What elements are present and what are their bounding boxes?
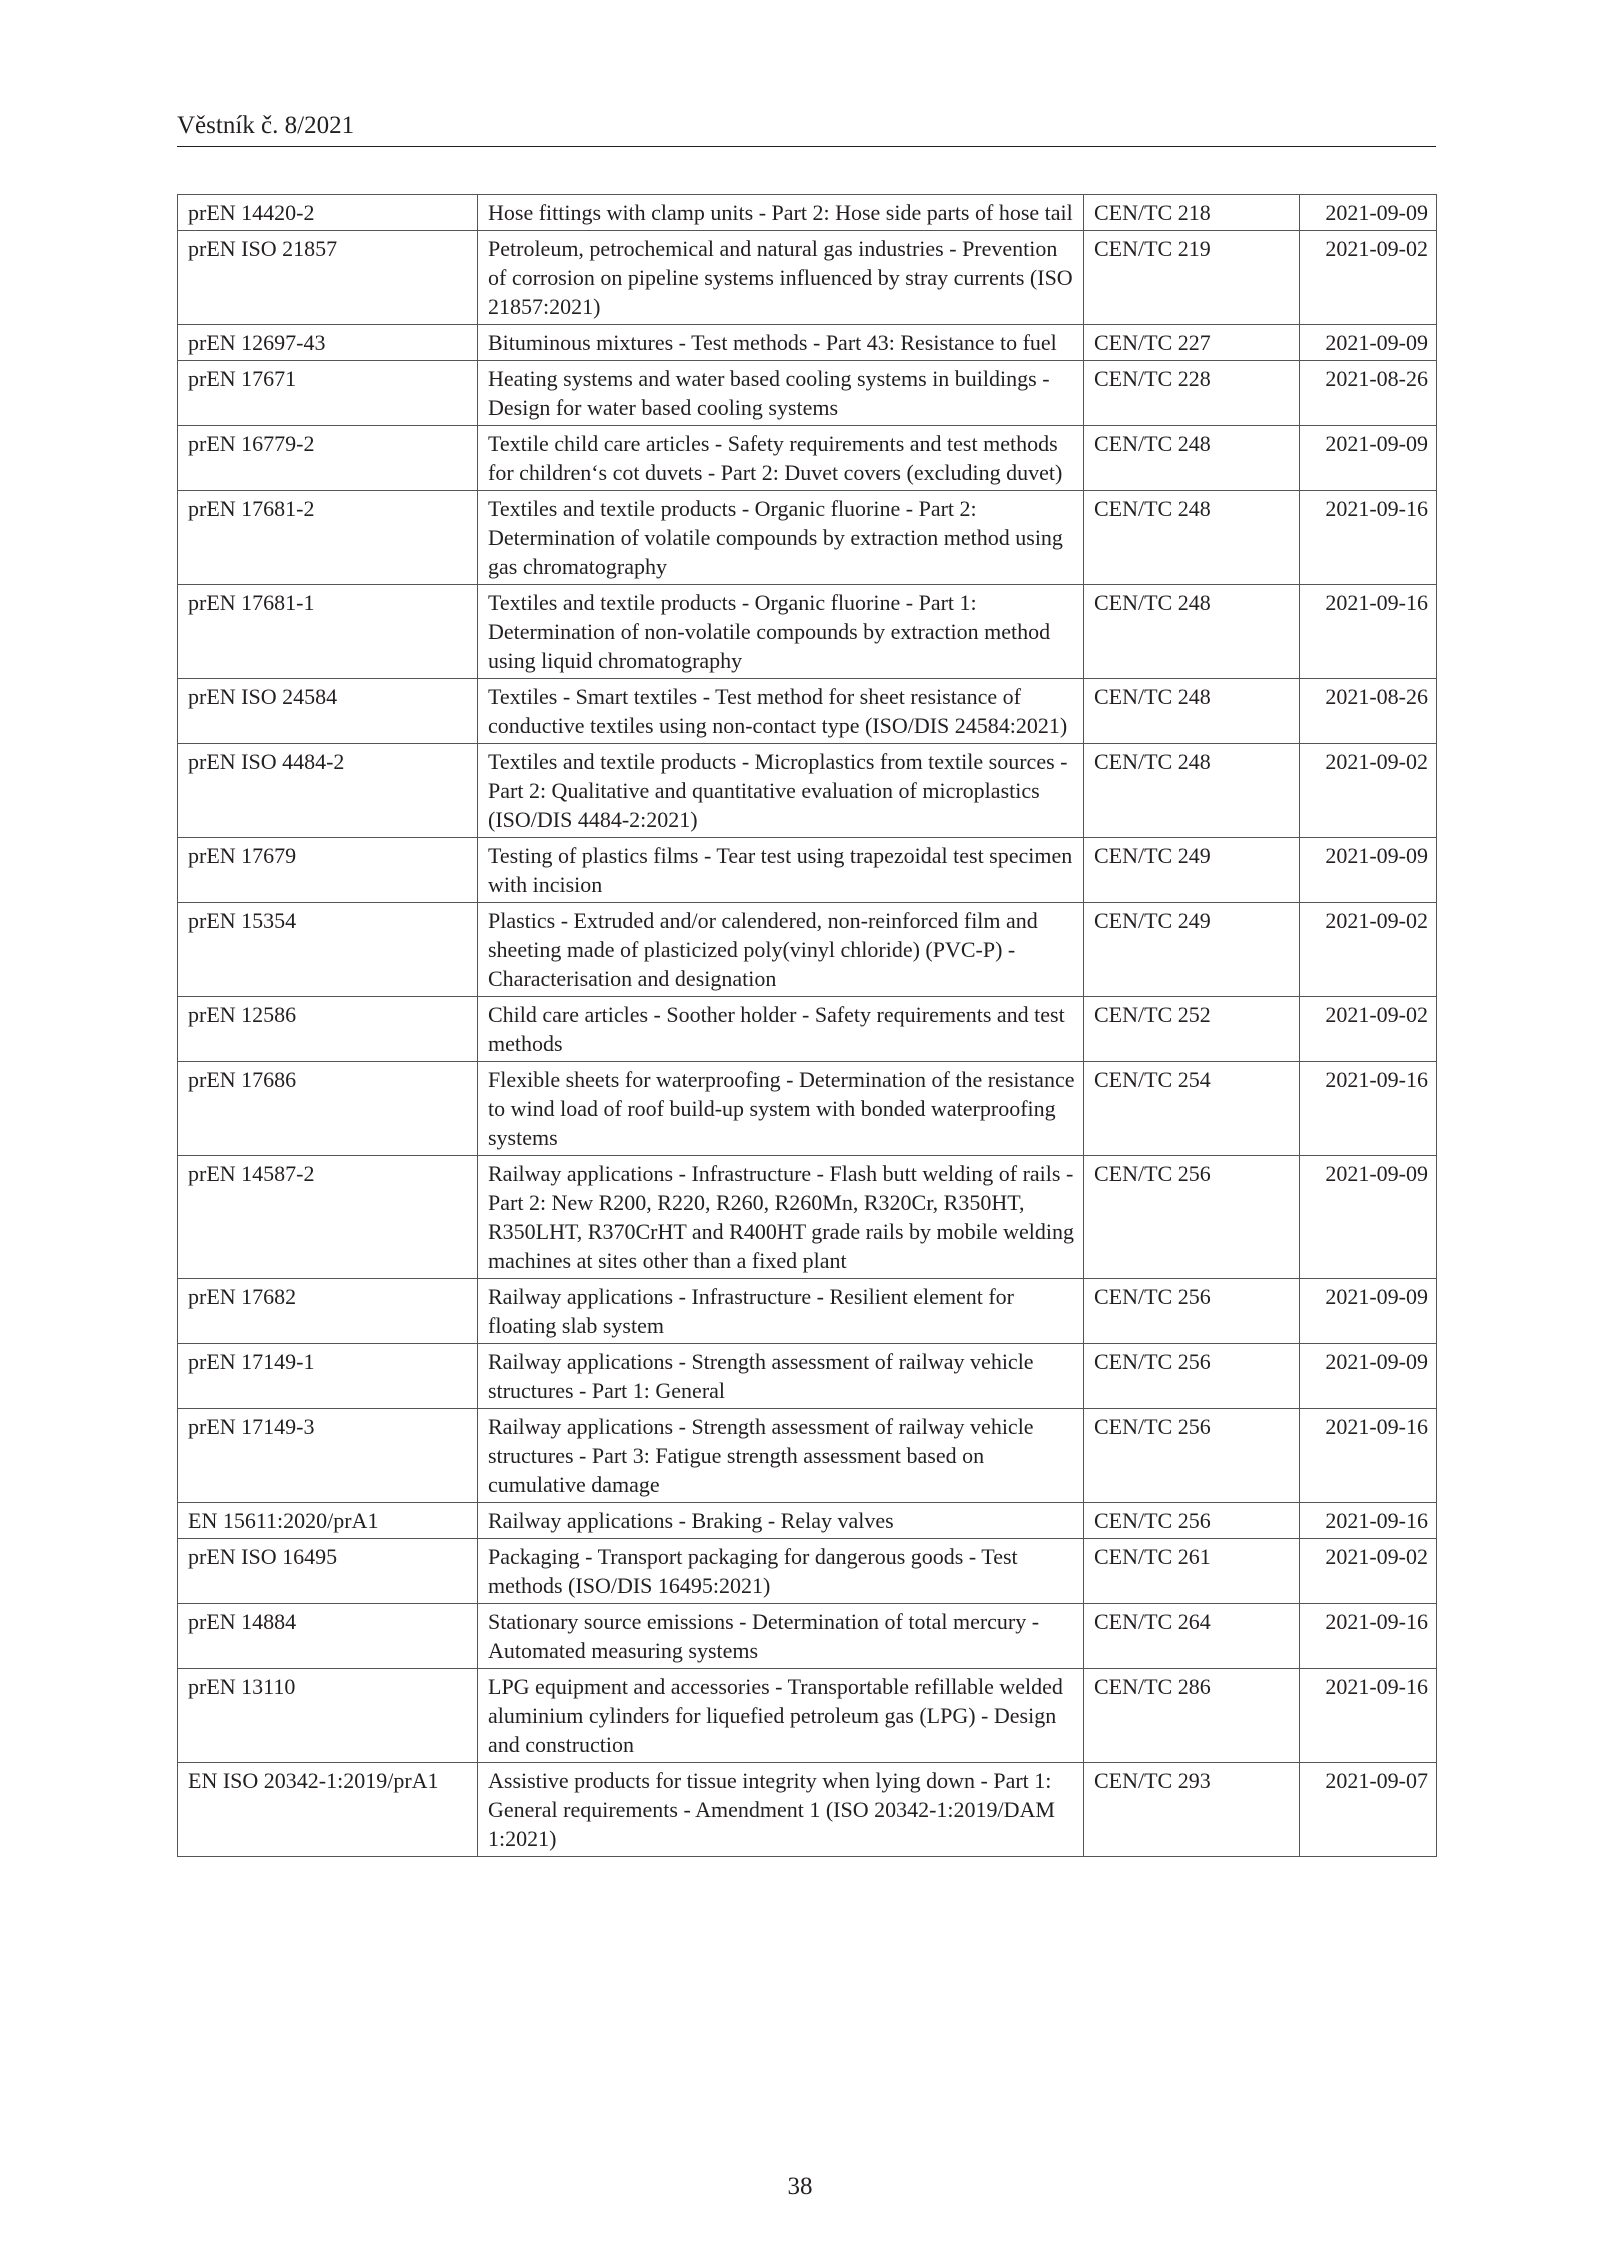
committee-cell: CEN/TC 252 bbox=[1084, 997, 1300, 1062]
standard-title-cell: Railway applications - Strength assessment of railway vehicle structures - Part 3: Fatigue strength assessment based on cumulative damage bbox=[478, 1409, 1084, 1503]
standard-code-cell: prEN ISO 21857 bbox=[178, 231, 478, 325]
standard-code-cell: prEN 14884 bbox=[178, 1604, 478, 1669]
header-rule bbox=[177, 146, 1436, 147]
date-cell: 2021-09-16 bbox=[1300, 1409, 1437, 1503]
standard-title-cell: LPG equipment and accessories - Transportable refillable welded aluminium cylinders for liquefied petroleum gas (LPG) - Design and construction bbox=[478, 1669, 1084, 1763]
date-cell: 2021-09-09 bbox=[1300, 1279, 1437, 1344]
date-cell: 2021-09-02 bbox=[1300, 744, 1437, 838]
table-row bbox=[178, 838, 1437, 903]
committee-cell: CEN/TC 218 bbox=[1084, 195, 1300, 231]
table-row bbox=[178, 1669, 1437, 1763]
standard-title-cell: Packaging - Transport packaging for dangerous goods - Test methods (ISO/DIS 16495:2021) bbox=[478, 1539, 1084, 1604]
date-cell: 2021-09-16 bbox=[1300, 1669, 1437, 1763]
standard-title-cell: Testing of plastics films - Tear test using trapezoidal test specimen with incision bbox=[478, 838, 1084, 903]
date-cell: 2021-09-16 bbox=[1300, 585, 1437, 679]
table-row bbox=[178, 491, 1437, 585]
date-cell: 2021-09-09 bbox=[1300, 838, 1437, 903]
standard-code-cell: prEN 14587-2 bbox=[178, 1156, 478, 1279]
table-row bbox=[178, 231, 1437, 325]
date-cell: 2021-09-16 bbox=[1300, 491, 1437, 585]
standard-title-cell: Textiles - Smart textiles - Test method for sheet resistance of conductive textiles using non-contact type (ISO/DIS 24584:2021) bbox=[478, 679, 1084, 744]
table-row bbox=[178, 1062, 1437, 1156]
committee-cell: CEN/TC 256 bbox=[1084, 1503, 1300, 1539]
standard-code-cell: prEN ISO 16495 bbox=[178, 1539, 478, 1604]
committee-cell: CEN/TC 256 bbox=[1084, 1279, 1300, 1344]
standard-code-cell: prEN 12586 bbox=[178, 997, 478, 1062]
committee-cell: CEN/TC 219 bbox=[1084, 231, 1300, 325]
date-cell: 2021-09-09 bbox=[1300, 426, 1437, 491]
standard-title-cell: Railway applications - Braking - Relay valves bbox=[478, 1503, 1084, 1539]
date-cell: 2021-09-02 bbox=[1300, 231, 1437, 325]
committee-cell: CEN/TC 256 bbox=[1084, 1344, 1300, 1409]
committee-cell: CEN/TC 248 bbox=[1084, 491, 1300, 585]
standard-code-cell: prEN 14420-2 bbox=[178, 195, 478, 231]
standard-code-cell: prEN 12697-43 bbox=[178, 325, 478, 361]
committee-cell: CEN/TC 248 bbox=[1084, 679, 1300, 744]
table-row bbox=[178, 1409, 1437, 1503]
standard-title-cell: Stationary source emissions - Determination of total mercury - Automated measuring systems bbox=[478, 1604, 1084, 1669]
committee-cell: CEN/TC 293 bbox=[1084, 1763, 1300, 1857]
standard-code-cell: prEN 16779-2 bbox=[178, 426, 478, 491]
standard-title-cell: Hose fittings with clamp units - Part 2: Hose side parts of hose tail bbox=[478, 195, 1084, 231]
table-row bbox=[178, 1156, 1437, 1279]
table-row bbox=[178, 1604, 1437, 1669]
committee-cell: CEN/TC 286 bbox=[1084, 1669, 1300, 1763]
standard-title-cell: Flexible sheets for waterproofing - Determination of the resistance to wind load of roof build-up system with bonded waterproofing systems bbox=[478, 1062, 1084, 1156]
date-cell: 2021-09-16 bbox=[1300, 1503, 1437, 1539]
committee-cell: CEN/TC 256 bbox=[1084, 1409, 1300, 1503]
committee-cell: CEN/TC 248 bbox=[1084, 585, 1300, 679]
date-cell: 2021-08-26 bbox=[1300, 361, 1437, 426]
date-cell: 2021-09-16 bbox=[1300, 1604, 1437, 1669]
committee-cell: CEN/TC 256 bbox=[1084, 1156, 1300, 1279]
date-cell: 2021-09-07 bbox=[1300, 1763, 1437, 1857]
standard-title-cell: Textiles and textile products - Microplastics from textile sources - Part 2: Qualitative and quantitative evaluation of microplastics (ISO/DIS 4484-2:2021) bbox=[478, 744, 1084, 838]
table-row bbox=[178, 679, 1437, 744]
date-cell: 2021-08-26 bbox=[1300, 679, 1437, 744]
standard-code-cell: prEN 17681-1 bbox=[178, 585, 478, 679]
committee-cell: CEN/TC 248 bbox=[1084, 426, 1300, 491]
table-row bbox=[178, 1344, 1437, 1409]
standard-code-cell: prEN 17149-3 bbox=[178, 1409, 478, 1503]
standard-code-cell: prEN ISO 4484-2 bbox=[178, 744, 478, 838]
standard-title-cell: Assistive products for tissue integrity when lying down - Part 1: General requirements - Amendment 1 (ISO 20342-1:2019/DAM 1:2021) bbox=[478, 1763, 1084, 1857]
standard-title-cell: Textile child care articles - Safety requirements and test methods for children‘s cot duvets - Part 2: Duvet covers (excluding duvet) bbox=[478, 426, 1084, 491]
standard-title-cell: Petroleum, petrochemical and natural gas industries - Prevention of corrosion on pipeline systems influenced by stray currents (ISO 21857:2021) bbox=[478, 231, 1084, 325]
standard-code-cell: prEN 15354 bbox=[178, 903, 478, 997]
table-row bbox=[178, 1539, 1437, 1604]
page-number: 38 bbox=[787, 2173, 813, 2200]
standard-title-cell: Bituminous mixtures - Test methods - Part 43: Resistance to fuel bbox=[478, 325, 1084, 361]
standard-title-cell: Railway applications - Infrastructure - Resilient element for floating slab system bbox=[478, 1279, 1084, 1344]
date-cell: 2021-09-09 bbox=[1300, 325, 1437, 361]
table-row bbox=[178, 1279, 1437, 1344]
committee-cell: CEN/TC 264 bbox=[1084, 1604, 1300, 1669]
committee-cell: CEN/TC 227 bbox=[1084, 325, 1300, 361]
standard-title-cell: Textiles and textile products - Organic fluorine - Part 2: Determination of volatile compounds by extraction method using gas chromatography bbox=[478, 491, 1084, 585]
committee-cell: CEN/TC 249 bbox=[1084, 903, 1300, 997]
table-row bbox=[178, 426, 1437, 491]
standard-code-cell: EN ISO 20342-1:2019/prA1 bbox=[178, 1763, 478, 1857]
date-cell: 2021-09-02 bbox=[1300, 903, 1437, 997]
standard-title-cell: Railway applications - Infrastructure - Flash butt welding of rails - Part 2: New R200, R220, R260, R260Mn, R320Cr, R350HT, R350LHT, R370CrHT and R400HT grade rails by mobile welding machines at sites other than a fixed plant bbox=[478, 1156, 1084, 1279]
standard-title-cell: Plastics - Extruded and/or calendered, non-reinforced film and sheeting made of plasticized poly(vinyl chloride) (PVC-P) - Characterisation and designation bbox=[478, 903, 1084, 997]
standard-title-cell: Railway applications - Strength assessment of railway vehicle structures - Part 1: General bbox=[478, 1344, 1084, 1409]
table-row bbox=[178, 325, 1437, 361]
table-row bbox=[178, 195, 1437, 231]
date-cell: 2021-09-16 bbox=[1300, 1062, 1437, 1156]
standard-code-cell: prEN 17671 bbox=[178, 361, 478, 426]
standard-title-cell: Textiles and textile products - Organic fluorine - Part 1: Determination of non-volatile compounds by extraction method using liquid chromatography bbox=[478, 585, 1084, 679]
committee-cell: CEN/TC 248 bbox=[1084, 744, 1300, 838]
standard-code-cell: EN 15611:2020/prA1 bbox=[178, 1503, 478, 1539]
committee-cell: CEN/TC 254 bbox=[1084, 1062, 1300, 1156]
standard-title-cell: Heating systems and water based cooling systems in buildings - Design for water based cooling systems bbox=[478, 361, 1084, 426]
table-row bbox=[178, 1503, 1437, 1539]
table-row bbox=[178, 1763, 1437, 1857]
table-row bbox=[178, 903, 1437, 997]
date-cell: 2021-09-02 bbox=[1300, 1539, 1437, 1604]
date-cell: 2021-09-02 bbox=[1300, 997, 1437, 1062]
standard-code-cell: prEN 13110 bbox=[178, 1669, 478, 1763]
date-cell: 2021-09-09 bbox=[1300, 195, 1437, 231]
committee-cell: CEN/TC 261 bbox=[1084, 1539, 1300, 1604]
committee-cell: CEN/TC 249 bbox=[1084, 838, 1300, 903]
standard-title-cell: Child care articles - Soother holder - Safety requirements and test methods bbox=[478, 997, 1084, 1062]
date-cell: 2021-09-09 bbox=[1300, 1156, 1437, 1279]
standard-code-cell: prEN 17149-1 bbox=[178, 1344, 478, 1409]
committee-cell: CEN/TC 228 bbox=[1084, 361, 1300, 426]
table-row bbox=[178, 361, 1437, 426]
standard-code-cell: prEN 17681-2 bbox=[178, 491, 478, 585]
standards-table bbox=[177, 194, 1437, 1857]
page-header-title: Věstník č. 8/2021 bbox=[177, 112, 355, 139]
date-cell: 2021-09-09 bbox=[1300, 1344, 1437, 1409]
standard-code-cell: prEN 17686 bbox=[178, 1062, 478, 1156]
table-row bbox=[178, 585, 1437, 679]
table-row bbox=[178, 744, 1437, 838]
standard-code-cell: prEN ISO 24584 bbox=[178, 679, 478, 744]
standards-table-body bbox=[178, 195, 1437, 1857]
standard-code-cell: prEN 17679 bbox=[178, 838, 478, 903]
standard-code-cell: prEN 17682 bbox=[178, 1279, 478, 1344]
table-row bbox=[178, 997, 1437, 1062]
